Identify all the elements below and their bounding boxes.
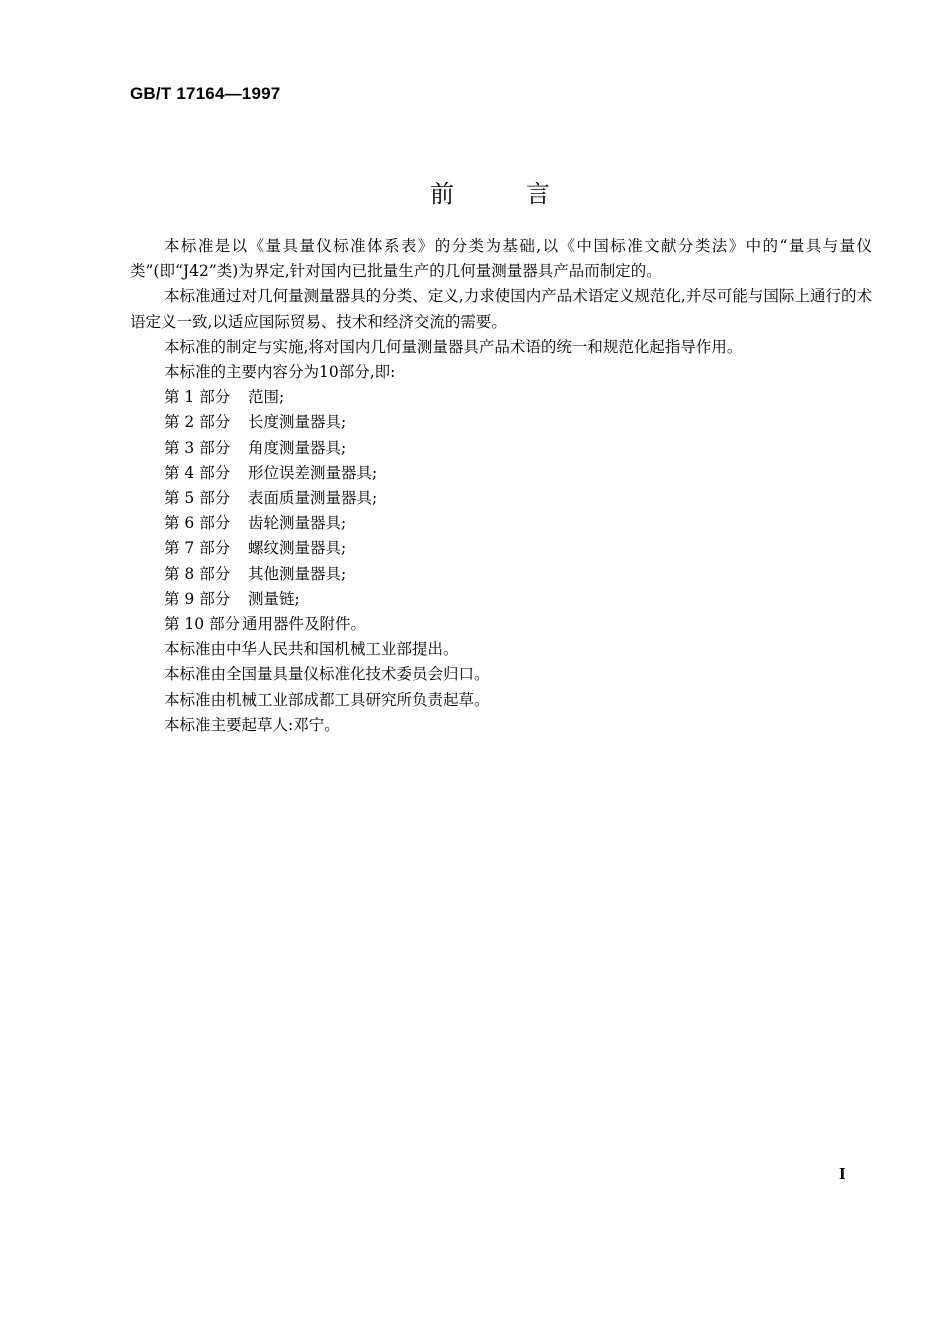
part-label: 第 5 部分 — [164, 489, 231, 508]
page-title — [0, 174, 950, 209]
parts-list — [130, 385, 872, 637]
title-char-1: 前 — [430, 180, 454, 208]
part-text: 测量链; — [248, 589, 300, 608]
part-text: 齿轮测量器具; — [248, 514, 347, 533]
foreword-body — [130, 234, 872, 738]
list-item — [130, 436, 872, 461]
part-text: 角度测量器具; — [248, 438, 347, 457]
part-text: 范围; — [248, 388, 285, 407]
paragraph-guidance: 本标准的制定与实施,将对国内几何量测量器具产品术语的统一和规范化起指导作用。 — [164, 337, 743, 356]
closing-drafter-org: 本标准由机械工业部成都工具研究所负责起草。 — [164, 690, 490, 709]
list-item — [130, 612, 872, 637]
list-item — [130, 385, 872, 410]
part-text: 其他测量器具; — [248, 564, 347, 583]
list-item — [130, 511, 872, 536]
part-text: 螺纹测量器具; — [248, 539, 347, 558]
list-item — [130, 410, 872, 435]
part-label: 第 7 部分 — [164, 539, 231, 558]
paragraph-basis: 本标准是以《量具量仪标准体系表》的分类为基础,以《中国标准文献分类法》中的“量具与量仪类”(即“J42”类)为界定,针对国内已批量生产的几何量测量器具产品而制定的。 — [130, 237, 872, 281]
part-label: 第 9 部分 — [164, 589, 231, 608]
list-item — [130, 461, 872, 486]
part-text: 形位误差测量器具; — [248, 463, 378, 482]
part-text: 长度测量器具; — [248, 413, 347, 432]
list-item — [130, 587, 872, 612]
part-text: 通用器件及附件。 — [242, 615, 367, 634]
part-label: 第 1 部分 — [164, 388, 231, 407]
list-item — [130, 562, 872, 587]
part-label: 第 2 部分 — [164, 413, 231, 432]
part-text: 表面质量测量器具; — [248, 489, 378, 508]
paragraph-contents-intro: 本标准的主要内容分为10部分,即: — [164, 363, 396, 382]
part-label: 第 10 部分 — [164, 615, 241, 634]
part-label: 第 8 部分 — [164, 564, 231, 583]
paragraph-purpose: 本标准通过对几何量测量器具的分类、定义,力求使国内产品术语定义规范化,并尽可能与国际上通行的术语定义一致,以适应国际贸易、技术和经济交流的需要。 — [130, 287, 872, 331]
standard-code: GB/T 17164—1997 — [130, 84, 281, 103]
part-label: 第 4 部分 — [164, 463, 231, 482]
closing-committee: 本标准由全国量具量仪标准化技术委员会归口。 — [164, 665, 490, 684]
part-label: 第 6 部分 — [164, 514, 231, 533]
part-label: 第 3 部分 — [164, 438, 231, 457]
list-item — [130, 536, 872, 561]
closing-proposer: 本标准由中华人民共和国机械工业部提出。 — [164, 640, 459, 659]
closing-drafter: 本标准主要起草人:邓宁。 — [164, 715, 340, 734]
page-number: I — [839, 1164, 846, 1183]
title-char-2: 言 — [526, 180, 550, 208]
list-item — [130, 486, 872, 511]
